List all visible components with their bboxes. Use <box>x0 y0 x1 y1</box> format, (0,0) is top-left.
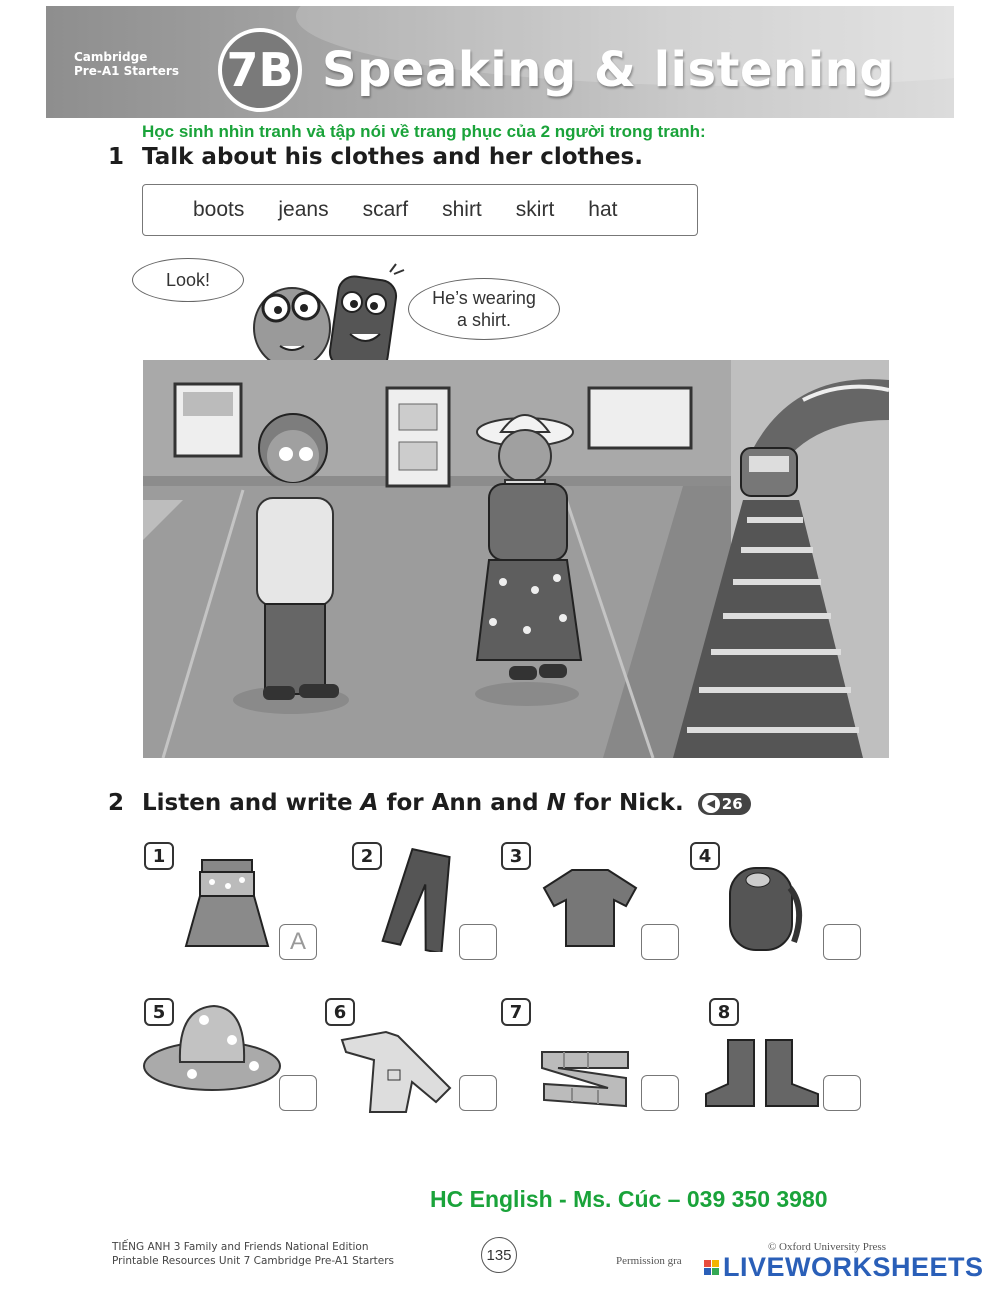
train-station-scene <box>143 360 889 758</box>
exercise-1-number: 1 <box>108 144 125 170</box>
liveworksheets-text: LIVEWORKSHEETS <box>723 1252 984 1282</box>
letter-a: A <box>360 790 379 816</box>
answer-box-3[interactable] <box>641 924 679 960</box>
exercise-2-text-2: for Ann and <box>378 790 547 816</box>
skirt-icon <box>184 858 270 950</box>
brand-line-1: Cambridge <box>74 50 148 64</box>
backpack-icon <box>720 858 806 954</box>
speech-bubble-shirt <box>408 278 560 340</box>
speech-bubble-shirt-text: He’s wearing a shirt. <box>432 288 536 330</box>
footer-left-line-2: Printable Resources Unit 7 Cambridge Pre-A1 Starters <box>112 1255 395 1267</box>
answer-box-2[interactable] <box>459 924 497 960</box>
liveworksheets-watermark <box>704 1252 984 1283</box>
exercise-1-title <box>108 144 643 170</box>
exercise-2-title <box>108 790 751 816</box>
exercise-2-number: 2 <box>108 790 125 816</box>
word-jeans: jeans <box>278 198 329 221</box>
tshirt-icon <box>542 866 638 950</box>
item-1-number: 1 <box>144 842 174 870</box>
teacher-credit: HC English - Ms. Cúc – 039 350 3980 <box>430 1186 828 1212</box>
footer-copyright: © Oxford University Press <box>767 1241 886 1253</box>
speech-bubble-look-text: Look! <box>165 270 211 290</box>
brand-label <box>74 50 179 78</box>
letter-n: N <box>546 790 566 816</box>
unit-badge: 7B <box>218 28 302 112</box>
word-shirt: shirt <box>442 198 482 221</box>
word-boots: boots <box>193 198 245 221</box>
item-6-number: 6 <box>325 998 355 1026</box>
hat-icon <box>142 1000 282 1094</box>
word-skirt: skirt <box>515 198 555 221</box>
footer-left-line-1: TIẾNG ANH 3 Family and Friends National Edition <box>112 1241 369 1253</box>
item-5-number: 5 <box>144 998 174 1026</box>
window <box>589 388 691 448</box>
speaker-icon: ◀ <box>702 795 720 813</box>
answer-box-6[interactable] <box>459 1075 497 1111</box>
answer-box-4[interactable] <box>823 924 861 960</box>
answer-box-1[interactable]: A <box>279 924 317 960</box>
exercise-2-text-3: for Nick. <box>565 790 684 816</box>
scarf-icon <box>538 1048 632 1110</box>
answer-box-7[interactable] <box>641 1075 679 1111</box>
speech-bubble-look <box>132 258 244 302</box>
answer-box-5[interactable] <box>279 1075 317 1111</box>
audio-track-button[interactable] <box>698 793 751 815</box>
item-3-number: 3 <box>501 842 531 870</box>
word-scarf: scarf <box>362 198 409 221</box>
item-4-number: 4 <box>690 842 720 870</box>
liveworksheets-logo-icon <box>704 1260 719 1275</box>
word-hat: hat <box>588 198 618 221</box>
header-banner <box>46 6 954 118</box>
boots-icon <box>704 1036 822 1110</box>
page-number: 135 <box>481 1237 517 1273</box>
item-7-number: 7 <box>501 998 531 1026</box>
footer-left <box>112 1240 394 1268</box>
footer-permission: Permission gra <box>616 1255 682 1267</box>
item-8-number: 8 <box>709 998 739 1026</box>
shirt-icon <box>340 1030 454 1114</box>
exercise-2-text-1: Listen and write <box>142 790 361 816</box>
item-2-number: 2 <box>352 842 382 870</box>
exercise-1-instruction: Talk about his clothes and her clothes. <box>142 144 643 170</box>
door <box>387 388 449 486</box>
jeans-icon <box>376 848 466 952</box>
vietnamese-instruction: Học sinh nhìn tranh và tập nói về trang phục của 2 người trong tranh: <box>142 122 706 141</box>
brand-line-2: Pre-A1 Starters <box>74 64 179 78</box>
word-bank <box>142 184 698 236</box>
page-title: Speaking & listening <box>322 42 895 98</box>
audio-track-number: 26 <box>721 794 743 813</box>
answer-box-8[interactable] <box>823 1075 861 1111</box>
